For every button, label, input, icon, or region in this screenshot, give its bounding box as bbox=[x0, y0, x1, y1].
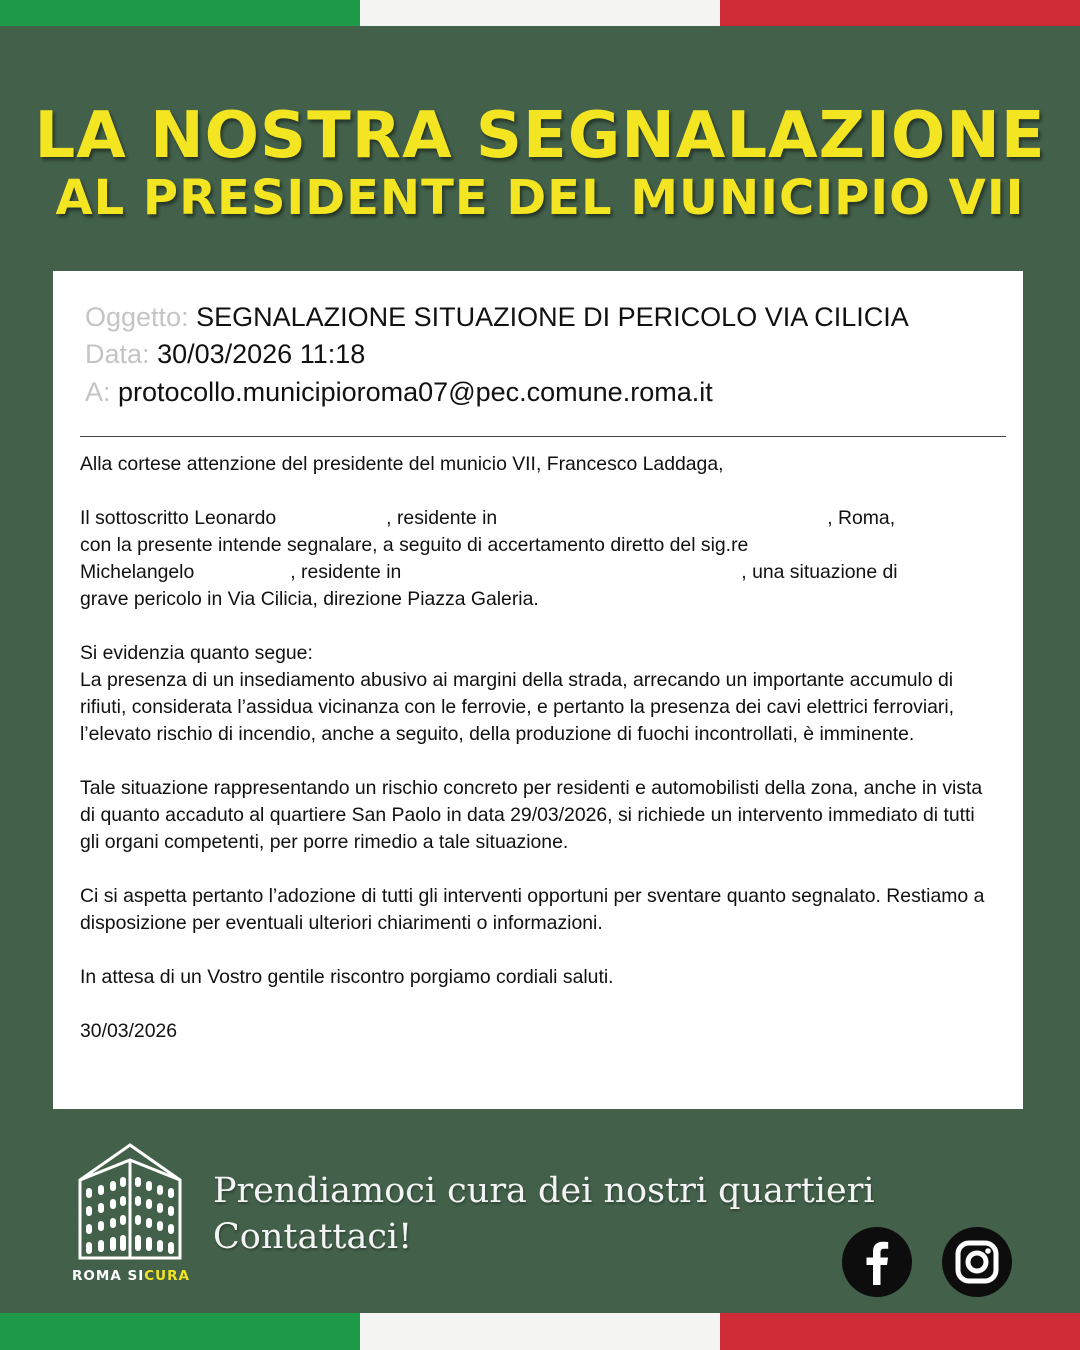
logo-wordmark bbox=[66, 1268, 196, 1284]
tagline-line-1: Prendiamoci cura dei nostri quartieri bbox=[213, 1171, 875, 1211]
contact-call-to-action: Contattaci! bbox=[213, 1217, 413, 1257]
subject-value: SEGNALAZIONE SITUAZIONE DI PERICOLO VIA CILICIA bbox=[196, 302, 909, 332]
facebook-button[interactable] bbox=[842, 1227, 912, 1297]
paragraph-evidence bbox=[80, 640, 995, 748]
instagram-icon bbox=[942, 1227, 1012, 1297]
paragraph-request: Tale situazione rappresentando un rischio concreto per residenti e automobilisti della zona, anche in vista di quanto accaduto al quartiere San Paolo in data 29/03/2026, si richiede un intervento immediato di tutti gli organi competenti, per porre rimedio a tale situazione. bbox=[80, 777, 983, 853]
paragraph-closing: In attesa di un Vostro gentile riscontro porgiamo cordiali saluti. bbox=[80, 966, 614, 988]
reporter-intent-text: con la presente intende segnalare, a seguito di accertamento diretto del sig.re bbox=[80, 534, 749, 556]
date-label: Data: bbox=[85, 339, 150, 369]
witness-name-text: Michelangelo bbox=[80, 561, 195, 583]
greeting: Alla cortese attenzione del presidente del municio VII, Francesco Laddaga, bbox=[80, 453, 724, 475]
logo-text-white: ROMA SI bbox=[72, 1268, 145, 1284]
signoff-date: 30/03/2026 bbox=[80, 1020, 178, 1042]
header-divider bbox=[80, 436, 1006, 437]
reporter-city-text: , Roma, bbox=[827, 507, 896, 529]
paragraph-reporter bbox=[80, 505, 995, 613]
email-letter-card bbox=[53, 271, 1023, 1109]
italian-flag-bottom bbox=[0, 1313, 1080, 1350]
logo-text-yellow: CURA bbox=[144, 1268, 190, 1284]
facebook-icon bbox=[842, 1227, 912, 1297]
recipient-label: A: bbox=[85, 377, 111, 407]
headline-line-2: AL PRESIDENTE DEL MUNICIPIO VII bbox=[55, 170, 1025, 226]
date-value: 30/03/2026 11:18 bbox=[157, 339, 366, 369]
location-text: grave pericolo in Via Cilicia, direzione Piazza Galeria. bbox=[80, 588, 539, 610]
footer-tagline bbox=[213, 1168, 875, 1260]
paragraph-expectation: Ci si aspetta pertanto l’adozione di tutti gli interventi opportuni per sventare quanto segnalato. Restiamo a disposizione per eventuali ulteriori chiarimenti o informazioni. bbox=[80, 885, 985, 934]
instagram-button[interactable] bbox=[942, 1227, 1012, 1297]
flag-red-band bbox=[720, 1313, 1080, 1350]
letter-body bbox=[80, 451, 995, 1072]
reporter-residence-label: , residente in bbox=[386, 507, 498, 529]
situation-text: , una situazione di bbox=[741, 561, 898, 583]
email-subject-row bbox=[85, 302, 909, 333]
flag-white-band bbox=[360, 1313, 720, 1350]
recipient-value: protocollo.municipioroma07@pec.comune.roma.it bbox=[118, 377, 713, 407]
flag-green-band bbox=[0, 1313, 360, 1350]
flag-red-band bbox=[720, 0, 1080, 26]
email-recipient-row bbox=[85, 377, 713, 408]
flag-green-band bbox=[0, 0, 360, 26]
italian-flag-top bbox=[0, 0, 1080, 26]
flag-white-band bbox=[360, 0, 720, 26]
reporter-name-text: Il sottoscritto Leonardo bbox=[80, 507, 277, 529]
headline-line-1: LA NOSTRA SEGNALAZIONE bbox=[34, 99, 1046, 173]
subject-label: Oggetto: bbox=[85, 302, 189, 332]
witness-residence-label: , residente in bbox=[290, 561, 402, 583]
evidence-body: La presenza di un insediamento abusivo ai margini della strada, arrecando un importante accumulo di rifiuti, considerata l’assidua vicinanza con le ferrovie, e pertanto la presenza dei cavi elettrici ferroviari, l’elevato rischio di incendio, anche a seguito, della produzione di fuochi incontrollati, è imminente. bbox=[80, 669, 955, 745]
evidence-intro: Si evidenzia quanto segue: bbox=[80, 642, 313, 664]
email-date-row bbox=[85, 339, 365, 370]
